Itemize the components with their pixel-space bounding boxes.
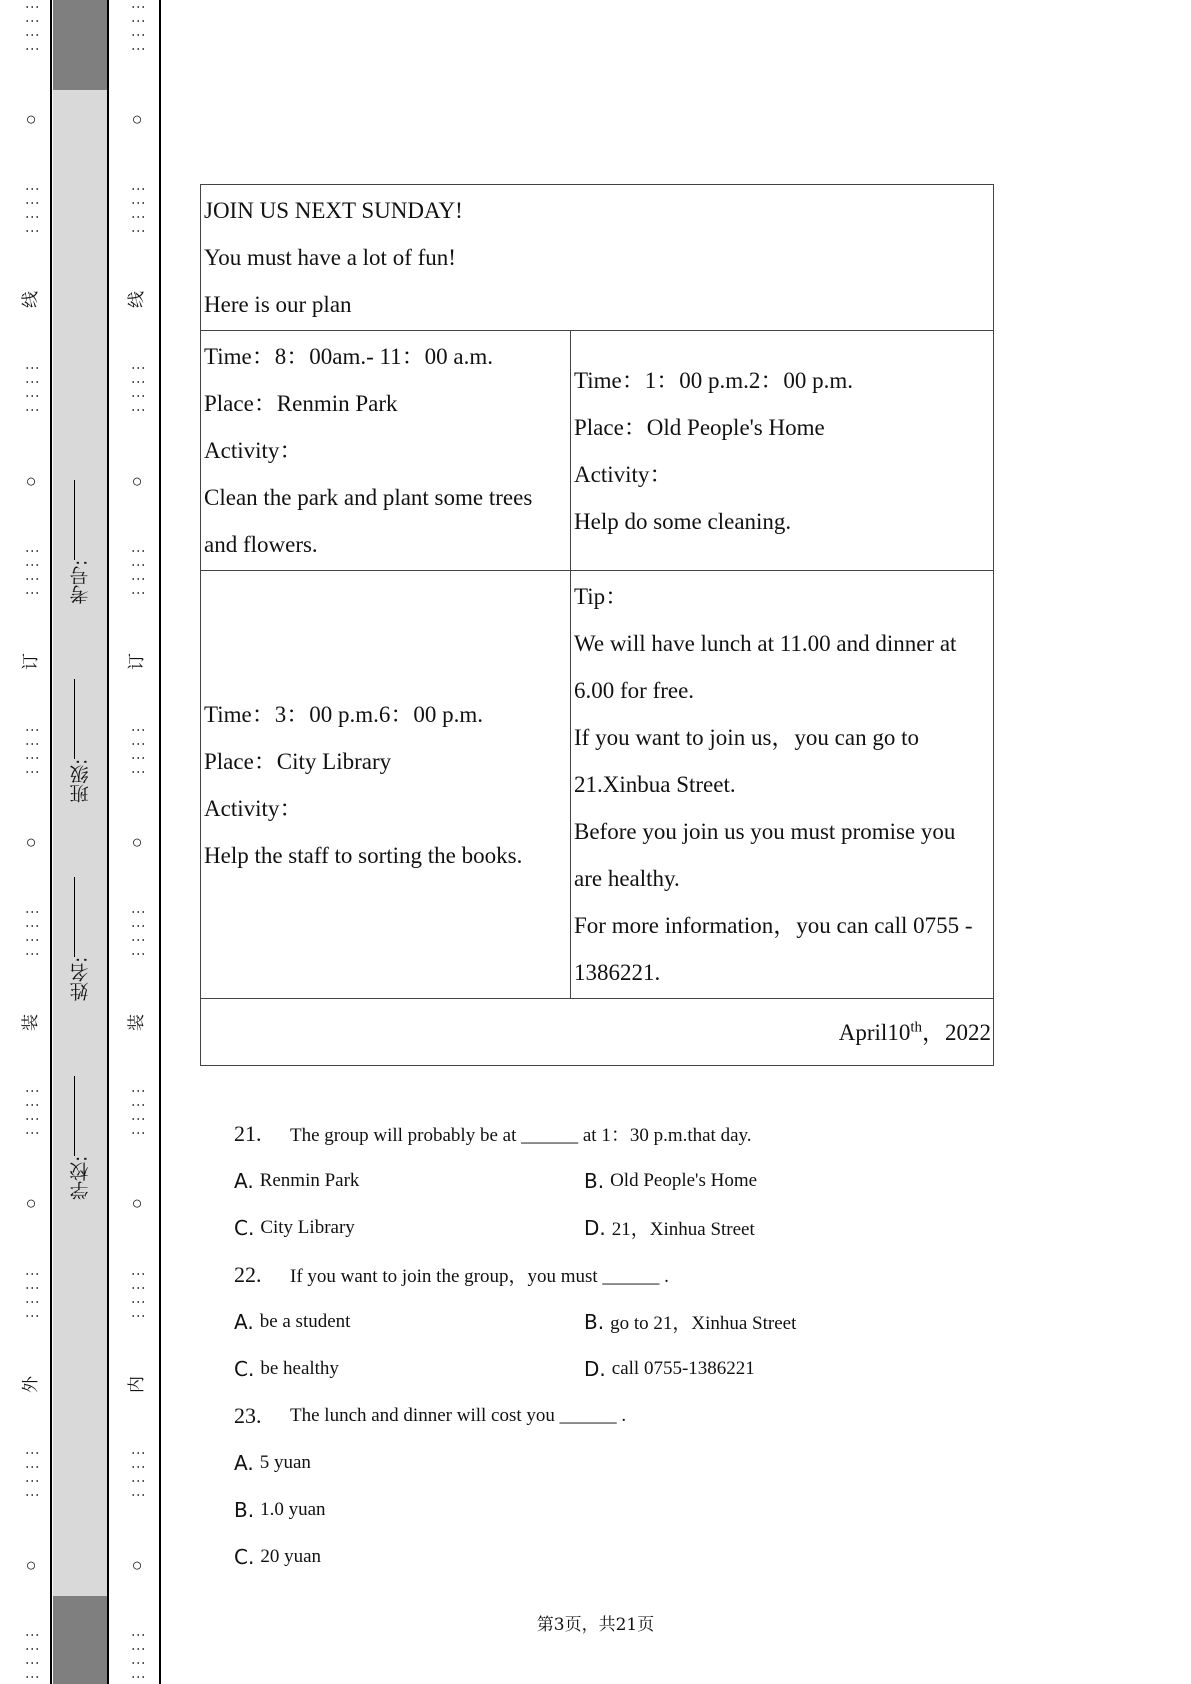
name-field[interactable]	[67, 877, 94, 1001]
options-row	[234, 1157, 934, 1204]
question-number: 22.	[234, 1261, 262, 1287]
date-ordinal: th	[910, 1018, 922, 1035]
option-text: City Library	[260, 1216, 355, 1238]
question-22-stem	[234, 1251, 934, 1298]
option-b[interactable]	[584, 1308, 934, 1335]
notice-row	[201, 571, 994, 999]
inner-label-zhuang: 装	[126, 1014, 147, 1032]
park-activity-cell	[201, 331, 571, 571]
question-text: If you want to join the group，you must ______ .	[290, 1266, 669, 1287]
circle-mark: ○	[131, 831, 143, 852]
dots: ⋮⋮⋮⋮	[130, 543, 145, 600]
option-a[interactable]	[234, 1169, 584, 1193]
class-field[interactable]	[67, 679, 94, 803]
circle-mark: ○	[131, 1554, 143, 1575]
circle-mark: ○	[131, 1193, 143, 1214]
dots: ⋮⋮⋮⋮	[130, 0, 145, 56]
inner-label-xian: 线	[126, 291, 147, 309]
tip-line: For more information，you can call 0755 -	[574, 913, 973, 938]
option-b[interactable]	[584, 1169, 934, 1193]
options-row	[234, 1439, 934, 1486]
dots: ⋮⋮⋮⋮	[24, 722, 39, 779]
circle-mark: ○	[131, 109, 143, 130]
exam-number-field[interactable]	[67, 480, 94, 604]
option-letter: A.	[234, 1168, 254, 1193]
option-text: 1.0 yuan	[260, 1498, 326, 1520]
options-row	[234, 1298, 934, 1345]
home-activity-text: Help do some cleaning.	[574, 508, 792, 534]
home-place: Place：Old People's Home	[574, 414, 825, 440]
park-place: Place：Renmin Park	[204, 391, 398, 416]
park-activity-text: Clean the park and plant some trees	[204, 485, 533, 510]
option-text: call 0755-1386221	[611, 1357, 755, 1379]
option-b[interactable]	[234, 1498, 612, 1522]
notice-header-line: You must have a lot of fun!	[204, 245, 456, 270]
library-activity-cell	[201, 571, 571, 999]
option-text: 21，Xinhua Street	[611, 1219, 755, 1240]
outer-label-ding: 订	[20, 652, 41, 670]
name-blank	[75, 877, 76, 957]
outer-binding-column	[18, 0, 44, 1684]
notice-date-row	[201, 999, 994, 1066]
dots: ⋮⋮⋮⋮	[24, 905, 39, 962]
library-activity-text: Help the staff to sorting the books.	[204, 842, 523, 868]
option-letter: B.	[584, 1168, 605, 1193]
option-letter: C.	[234, 1544, 255, 1569]
tip-line: Before you join us you must promise you	[574, 819, 956, 844]
notice-header-line: JOIN US NEXT SUNDAY!	[204, 198, 463, 223]
circle-mark: ○	[25, 109, 37, 130]
option-a[interactable]	[234, 1451, 612, 1475]
question-21-stem	[234, 1110, 934, 1157]
circle-mark: ○	[131, 470, 143, 491]
option-d[interactable]	[584, 1357, 934, 1381]
outer-label-xian: 线	[20, 291, 41, 309]
dots: ⋮⋮⋮⋮	[24, 1266, 39, 1323]
exam-number-blank	[75, 480, 76, 560]
park-activity-label: Activity：	[204, 438, 303, 463]
option-text: go to 21，Xinhua Street	[610, 1313, 797, 1334]
option-text: be healthy	[260, 1357, 339, 1379]
outer-label-wai: 外	[20, 1375, 41, 1393]
question-text: The lunch and dinner will cost you ______ .	[290, 1404, 627, 1426]
questions-section	[234, 1110, 934, 1580]
option-letter: C.	[234, 1215, 255, 1240]
question-number: 23.	[234, 1402, 262, 1428]
question-number: 21.	[234, 1120, 262, 1146]
date-prefix: April10	[838, 1019, 911, 1045]
tip-line: are healthy.	[574, 866, 680, 891]
binding-dark-top	[53, 0, 107, 90]
circle-mark: ○	[25, 831, 37, 852]
option-letter: A.	[234, 1309, 254, 1334]
option-text: Renmin Park	[259, 1169, 360, 1191]
dots: ⋮⋮⋮⋮	[24, 1627, 39, 1684]
tip-line: We will have lunch at 11.00 and dinner at	[574, 631, 957, 656]
dots: ⋮⋮⋮⋮	[130, 182, 145, 239]
question-text: The group will probably be at ______ at 1：30 p.m.that day.	[290, 1125, 752, 1146]
option-c[interactable]	[234, 1545, 612, 1569]
class-label: 班级:	[69, 758, 92, 803]
tip-cell	[571, 571, 994, 999]
options-row	[234, 1486, 934, 1533]
option-letter: C.	[234, 1356, 255, 1381]
option-letter: D.	[584, 1356, 606, 1381]
notice-header-line: Here is our plan	[204, 292, 352, 317]
options-row	[234, 1533, 934, 1580]
name-label: 姓名:	[69, 957, 92, 1002]
binding-outer-line	[50, 0, 52, 1684]
dots: ⋮⋮⋮⋮	[24, 0, 39, 56]
dots: ⋮⋮⋮⋮	[130, 361, 145, 418]
notice-header-row	[201, 185, 994, 331]
tip-label: Tip：	[574, 584, 629, 609]
tip-line: 21.Xinbua Street.	[574, 772, 736, 797]
library-activity-label: Activity：	[204, 795, 303, 821]
dots: ⋮⋮⋮⋮	[24, 543, 39, 600]
circle-mark: ○	[25, 1554, 37, 1575]
options-row	[234, 1345, 934, 1392]
dots: ⋮⋮⋮⋮	[130, 722, 145, 779]
dots: ⋮⋮⋮⋮	[130, 1266, 145, 1323]
option-text: 20 yuan	[260, 1545, 322, 1567]
page-footer: 第3页，共21页	[536, 1615, 655, 1635]
tip-line: 6.00 for free.	[574, 678, 695, 703]
notice-date-cell	[201, 999, 994, 1066]
binding-inner-line	[159, 0, 161, 1684]
library-place: Place：City Library	[204, 748, 392, 774]
option-d[interactable]	[584, 1214, 934, 1241]
circle-mark: ○	[25, 470, 37, 491]
tip-line: 1386221.	[574, 960, 661, 985]
tip-line: If you want to join us，you can go to	[574, 725, 919, 750]
dots: ⋮⋮⋮⋮	[130, 905, 145, 962]
option-text: 5 yuan	[259, 1451, 311, 1473]
circle-mark: ○	[25, 1193, 37, 1214]
dots: ⋮⋮⋮⋮	[24, 361, 39, 418]
class-blank	[75, 679, 76, 759]
dots: ⋮⋮⋮⋮	[130, 1084, 145, 1141]
option-a[interactable]	[234, 1310, 584, 1334]
dots: ⋮⋮⋮⋮	[130, 1627, 145, 1684]
option-letter: B.	[234, 1497, 255, 1522]
options-row	[234, 1204, 934, 1251]
exam-number-label: 考号:	[69, 560, 92, 605]
dots: ⋮⋮⋮⋮	[130, 1445, 145, 1502]
outer-label-zhuang: 装	[20, 1014, 41, 1032]
notice-header-cell	[201, 185, 994, 331]
home-time: Time：1：00 p.m.2：00 p.m.	[574, 367, 854, 393]
date-suffix: ，2022	[922, 1019, 991, 1045]
option-c[interactable]	[234, 1357, 584, 1381]
option-letter: A.	[234, 1450, 254, 1475]
dots: ⋮⋮⋮⋮	[24, 1084, 39, 1141]
inner-label-nei: 内	[126, 1375, 147, 1393]
school-label: 学校:	[69, 1155, 92, 1200]
inner-label-ding: 订	[126, 652, 147, 670]
question-23-stem	[234, 1392, 934, 1439]
park-time: Time：8：00am.- 11：00 a.m.	[204, 344, 493, 369]
option-c[interactable]	[234, 1216, 584, 1240]
option-text: be a student	[259, 1310, 351, 1332]
school-field[interactable]	[67, 1076, 94, 1200]
school-blank	[75, 1076, 76, 1156]
notice-row	[201, 331, 994, 571]
library-time: Time：3：00 p.m.6：00 p.m.	[204, 701, 484, 727]
park-activity-text: and flowers.	[204, 532, 318, 557]
option-letter: B.	[584, 1309, 605, 1334]
dots: ⋮⋮⋮⋮	[24, 1445, 39, 1502]
student-info-fields	[62, 480, 98, 1200]
home-activity-label: Activity：	[574, 461, 673, 487]
option-text: Old People's Home	[610, 1169, 758, 1191]
activity-notice-table	[200, 184, 994, 1066]
inner-binding-column	[124, 0, 150, 1684]
home-activity-cell	[571, 331, 994, 571]
dots: ⋮⋮⋮⋮	[24, 182, 39, 239]
option-letter: D.	[584, 1215, 606, 1240]
